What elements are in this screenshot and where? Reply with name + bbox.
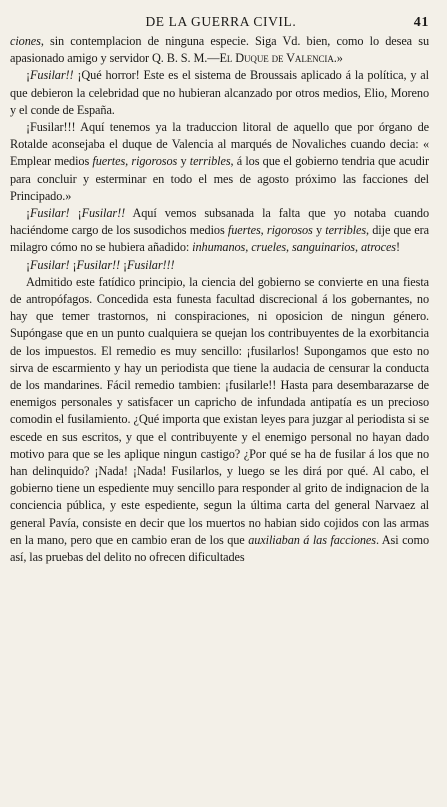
paragraph: ciones, sin contemplacion de ninguna especie. Siga Vd. bien, como lo desea su apasionado amigo y servidor Q. B. S. M.—El Duque de Valencia.» — [10, 34, 429, 66]
page-number: 41 — [413, 15, 429, 30]
running-title: DE LA GUERRA CIVIL. — [145, 14, 297, 29]
paragraph: ¡Fusilar!! ¡Qué horror! Este es el sistema de Broussais aplicado á la política, y al que debieron la celebridad que no hubieran alcanzado por otros medios, Elio, Moreno y el conde de España. — [10, 68, 429, 117]
paragraph: Admitido este fatídico principio, la ciencia del gobierno se convierte en una fiesta de antropófagos. Concedida esta funesta facultad discrecional á los gobernantes, no hay que temer trastornos, ni conspiraciones, ni oposicion de ningun género. Supóngase que en un punto cualquiera se quejan los contribuyentes de la exorbitancia de los impuestos. El remedio es muy sencillo: ¡fusilarlos! Supongamos que esto no sirva de escarmiento y hay un periodista que tiene la audacia de censurar la conducta de los mandarines. Fácil remedio tambien: ¡fusilarle!! Hasta para desembarazarse de enemigos personales y satisfacer un capricho de infundada antipatía es un precioso comodin el fusilamiento. ¿Qué importa que existan leyes para juzgar al periodista si se escede en sus escritos, y que el contribuyente y el enemigo personal no hayan dado motivo para que se les aplique ningun castigo? ¿Por qué se ha de fusilar á los que no han delinquido? ¡Nada! ¡Nada! Fusilarlos, y luego se les dirá por qué. Al cabo, el gobierno tiene un espediente muy sencillo para responder al grito de indignacion de la conciencia pública, y este espediente, segun la última carta del general Narvaez al general Pavía, consiste en decir que los muertos no habian sido cojidos con las armas en la mano, pero que en cambio eran de los que auxiliaban á las facciones. Asi como así, las pruebas del delito no ofrecen dificultades — [10, 274, 429, 565]
paragraph: ¡Fusilar! ¡Fusilar!! ¡Fusilar!!! — [26, 257, 175, 272]
paragraph: ¡Fusilar!!! Aquí tenemos ya la traduccion litoral de aquello que por órgano de Rotalde aconsejaba el duque de Valencia al marqués de Novaliches cuando decia: « Emplear medios fuertes, rigorosos y terribles, á los que el gobierno tendria que acudir para concluir y esterminar en todo el mes de agosto próximo las facciones del Principado.» — [10, 120, 429, 203]
page-body — [10, 33, 429, 566]
paragraph: ¡Fusilar! ¡Fusilar!! Aquí vemos subsanada la falta que yo notaba cuando haciéndome cargo de los susodichos medios fuertes, rigorosos y terribles, dije que era milagro cómo no se hubiera añadido: inhumanos, crueles, sanguinarios, atroces! — [10, 206, 429, 255]
page-header — [10, 14, 429, 31]
